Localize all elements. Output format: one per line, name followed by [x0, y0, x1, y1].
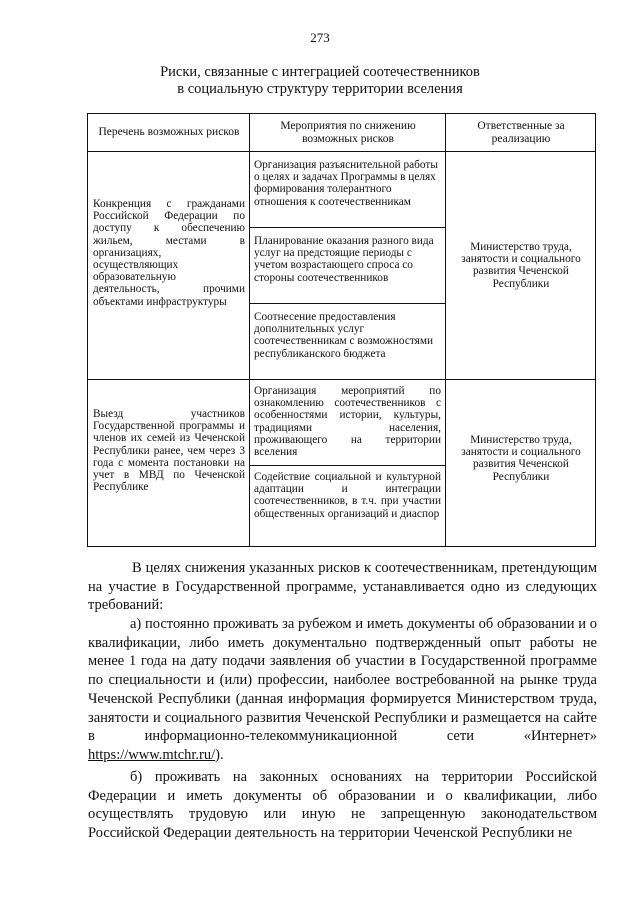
risk-cell: Конкренция с гражданами Российской Федерации по доступу к обеспечению жильем, местами в организациях, осуществляющих образовательную деятельность, прочими объектами инфраструктуры	[93, 198, 245, 308]
paragraph-intro: В целях снижения указанных рисков к соотечественникам, претендующим на участие в Государственной программе, устанавливается одно из следующих требований:	[88, 560, 597, 614]
risks-table	[87, 113, 596, 547]
measure-cell: Содействие социальной и культурной адаптации и интеграции соотечественников, в т.ч. при участии общественных организаций и диаспор	[254, 471, 441, 520]
measure-divider	[249, 227, 445, 228]
measure-cell: Планирование оказания разного вида услуг на предстоящие периоды с учетом возрастающего спроса со стороны соотечественников	[254, 235, 434, 284]
measure-cell: Организация мероприятий по ознакомлению соотечественников с особенностями истории, культуры, традициями населения, проживающего на территории вселения	[254, 385, 441, 459]
header-responsible: Ответственные за реализацию	[446, 114, 596, 152]
measure-cell: Организация разъяснительной работы о целях и задачах Программы в целях формирования толерантного отношения к соотечественникам	[254, 159, 438, 208]
risk-cell: Выезд участников Государственной программы и членов их семей из Чеченской Республики ранее, чем через 3 года с момента постановки на учет в МВД по Чеченской Республике	[93, 408, 245, 494]
page-title	[90, 64, 550, 98]
title-line-1: Риски, связанные с интеграцией соотечественников	[160, 64, 480, 80]
column-divider	[445, 114, 446, 546]
measure-divider	[249, 303, 445, 304]
responsible-cell: Министерство труда, занятости и социального развития Чеченской Республики	[461, 434, 581, 483]
page-number: 273	[310, 30, 330, 45]
header-measures: Мероприятия по снижению возможных рисков	[250, 114, 446, 152]
measure-cell: Соотнесение предоставления дополнительных услуг соотечественникам с возможностями республиканского бюджета	[254, 311, 434, 360]
header-risks: Перечень возможных рисков	[88, 114, 250, 152]
responsible-cell: Министерство труда, занятости и социального развития Чеченской Республики	[461, 241, 581, 290]
ministry-site-link[interactable]: https://www.mtchr.ru/	[88, 746, 216, 763]
paragraph-requirement-a	[88, 615, 597, 765]
requirement-a-text: а) постоянно проживать за рубежом и иметь документы об образовании и о квалификации, либо иметь документально подтвержденный опыт работы не менее 1 года на дату подачи заявления об участии в Государственной программе по специальности и (или) профессии, наиболее востребованной на рынке труда Чеченской Республики (данная информация формируется Министерством труда, занятости и социального развития Чеченской Республики и размещается на сайте в информационно-телекоммуникационной сети «Интернет»	[88, 616, 597, 745]
measure-divider	[249, 465, 445, 466]
requirement-a-end: ).	[215, 746, 224, 763]
title-line-2: в социальную структуру территории вселения	[177, 81, 463, 97]
paragraph-requirement-b: б) проживать на законных основаниях на территории Российской Федерации и иметь документы об образовании и о квалификации, либо осуществлять трудовую или иную не запрещенную законодательством Российской Федерации деятельность на территории Чеченской Республики не	[88, 769, 597, 842]
column-divider	[249, 114, 250, 546]
row-divider	[88, 379, 595, 380]
